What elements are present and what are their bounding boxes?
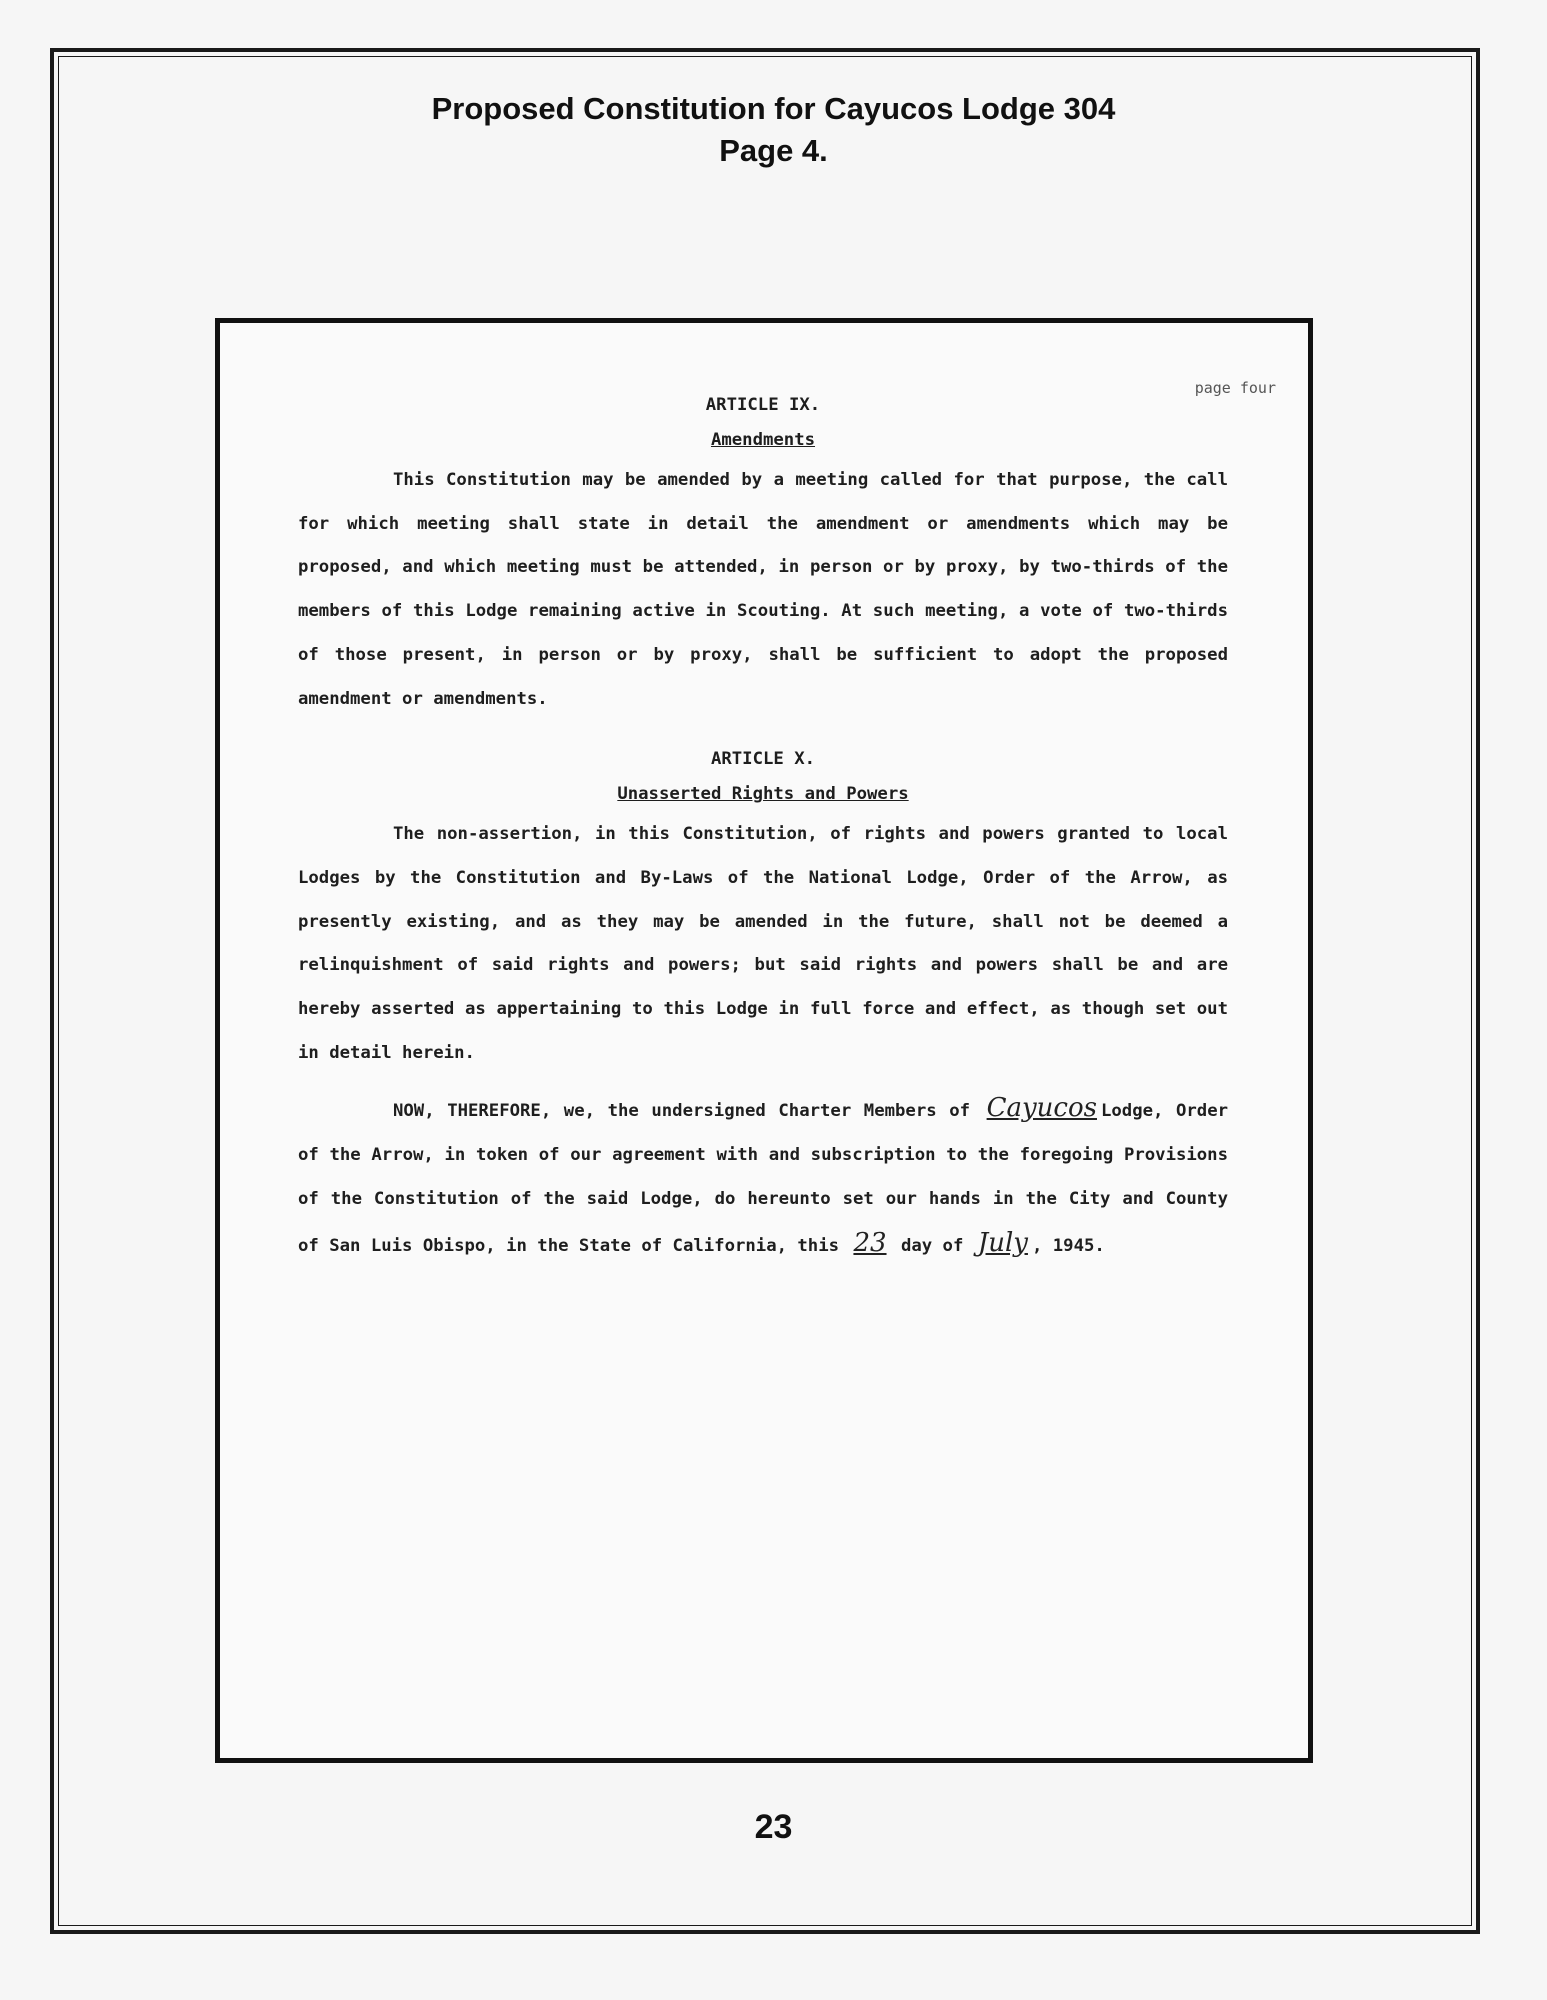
handwritten-lodge-name: Cayucos	[986, 1093, 1097, 1124]
closing-part2: Lodge, Order of the Arrow, in token of our agreement with and subscription to the foregoing Provisions of the Constitution of the said Lodge, do hereunto set our hands in the City and County of San Luis Obispo, in the State of California, this	[298, 1101, 1229, 1256]
typed-document-frame	[215, 318, 1313, 1763]
closing-year: , 1945.	[1031, 1235, 1105, 1256]
article-10-subheading: Unasserted Rights and Powers	[617, 784, 909, 805]
closing-paragraph	[298, 1087, 1228, 1268]
page-title-line2: Page 4.	[719, 133, 828, 168]
closing-part3: day of	[900, 1235, 964, 1256]
article-9-body: This Constitution may be amended by a meeting called for that purpose, the call for which meeting shall state in detail the amendment or amendments which may be proposed, and which meeting must be attended, in person or by proxy, by two-thirds of the members of this Lodge remaining active in Scouting. At such meeting, a vote of two-thirds of those present, in person or by proxy, shall be sufficient to adopt the proposed amendment or amendments.	[298, 470, 1228, 709]
article-10-body: The non-assertion, in this Constitution, of rights and powers granted to local Lodges by the Constitution and By-Laws of the National Lodge, Order of the Arrow, as presently existing, and as they may be amended in the future, shall not be deemed a relinquishment of said rights and powers; but said rights and powers shall be and are hereby asserted as appertaining to this Lodge in full force and effect, as though set out in detail herein.	[298, 824, 1228, 1063]
article-9-heading: ARTICLE IX.	[705, 395, 821, 415]
article-9-subheading: Amendments	[710, 430, 816, 450]
page-number: 23	[754, 1808, 793, 1846]
page-title	[0, 88, 1547, 172]
handwritten-month: July	[977, 1227, 1028, 1258]
typed-document	[298, 351, 1276, 1268]
article-10-heading: ARTICLE X.	[710, 749, 816, 770]
closing-part1: NOW, THEREFORE, we, the undersigned Charter Members of	[393, 1101, 971, 1122]
handwritten-day: 23	[853, 1227, 887, 1258]
corner-page-label: page four	[1194, 379, 1276, 397]
page-title-line1: Proposed Constitution for Cayucos Lodge 304	[431, 91, 1116, 126]
